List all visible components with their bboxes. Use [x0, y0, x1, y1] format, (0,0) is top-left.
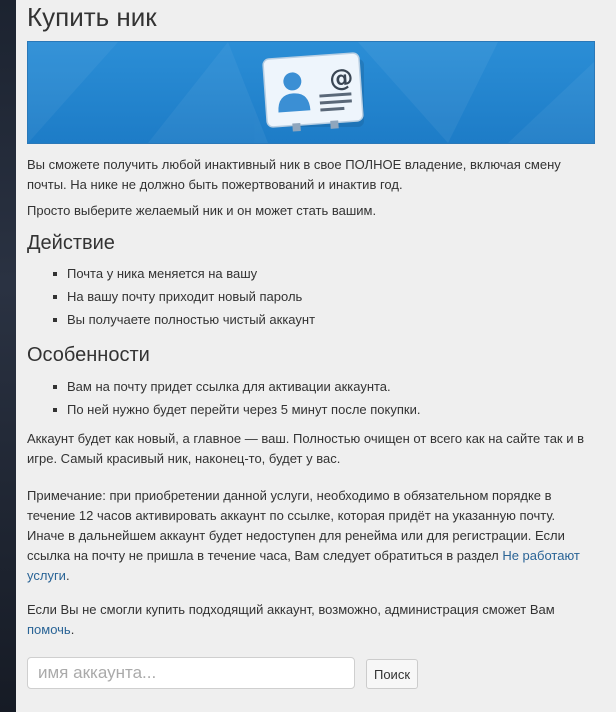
intro-paragraph-2: Просто выберите желаемый ник и он может стать вашим.: [27, 203, 377, 218]
action-heading: Действие: [27, 232, 115, 254]
note-end: .: [65, 568, 70, 583]
contact-card-icon: [263, 53, 364, 133]
list-item: По ней нужно будет перейти через 5 минут после покупки.: [27, 398, 420, 421]
help-paragraph: [27, 600, 593, 640]
intro-paragraph-1: Вы сможете получить любой инактивный ник в свое ПОЛНОЕ владение, включая смену почты. На нике не должно быть пожертвований и инактив год.: [27, 157, 561, 192]
search-button[interactable]: Поиск: [366, 659, 418, 689]
background-strip: [0, 0, 16, 712]
note-paragraph: [27, 486, 593, 586]
summary-paragraph: Аккаунт будет как новый, а главное — ваш. Полностью очищен от всего как на сайте так и в игре. Самый красивый ник, наконец-то, будет у вас.: [27, 431, 585, 466]
help-text: Если Вы не смогли купить подходящий аккаунт, возможно, администрация сможет Вам: [27, 602, 555, 617]
note-text: Примечание: при приобретении данной услуги, необходимо в обязательном порядке в течение 12 часов активировать аккаунт по ссылке, которая придёт на указанную почту. Иначе в дальнейшем аккаунт будет недоступен для ренейма или для регистрации. Если ссылка на почту не пришла в течение часа, Вам следует обратиться в раздел: [27, 488, 565, 563]
help-link[interactable]: помочь: [27, 622, 71, 637]
page-title: Купить ник: [27, 2, 157, 32]
list-item: На вашу почту приходит новый пароль: [27, 285, 315, 308]
list-item: Вам на почту придет ссылка для активации аккаунта.: [27, 375, 420, 398]
features-list: [27, 375, 420, 421]
list-item: Почта у ника меняется на вашу: [27, 262, 315, 285]
account-search-input[interactable]: [27, 657, 355, 689]
svg-text:@: @: [328, 63, 355, 93]
banner-pattern: [28, 42, 594, 143]
banner: [27, 41, 595, 144]
list-item: Вы получаете полностью чистый аккаунт: [27, 308, 315, 331]
help-end: .: [70, 622, 75, 637]
services-not-working-link[interactable]: Не работают услуги: [27, 548, 580, 583]
features-heading: Особенности: [27, 344, 150, 366]
action-list: [27, 262, 315, 331]
